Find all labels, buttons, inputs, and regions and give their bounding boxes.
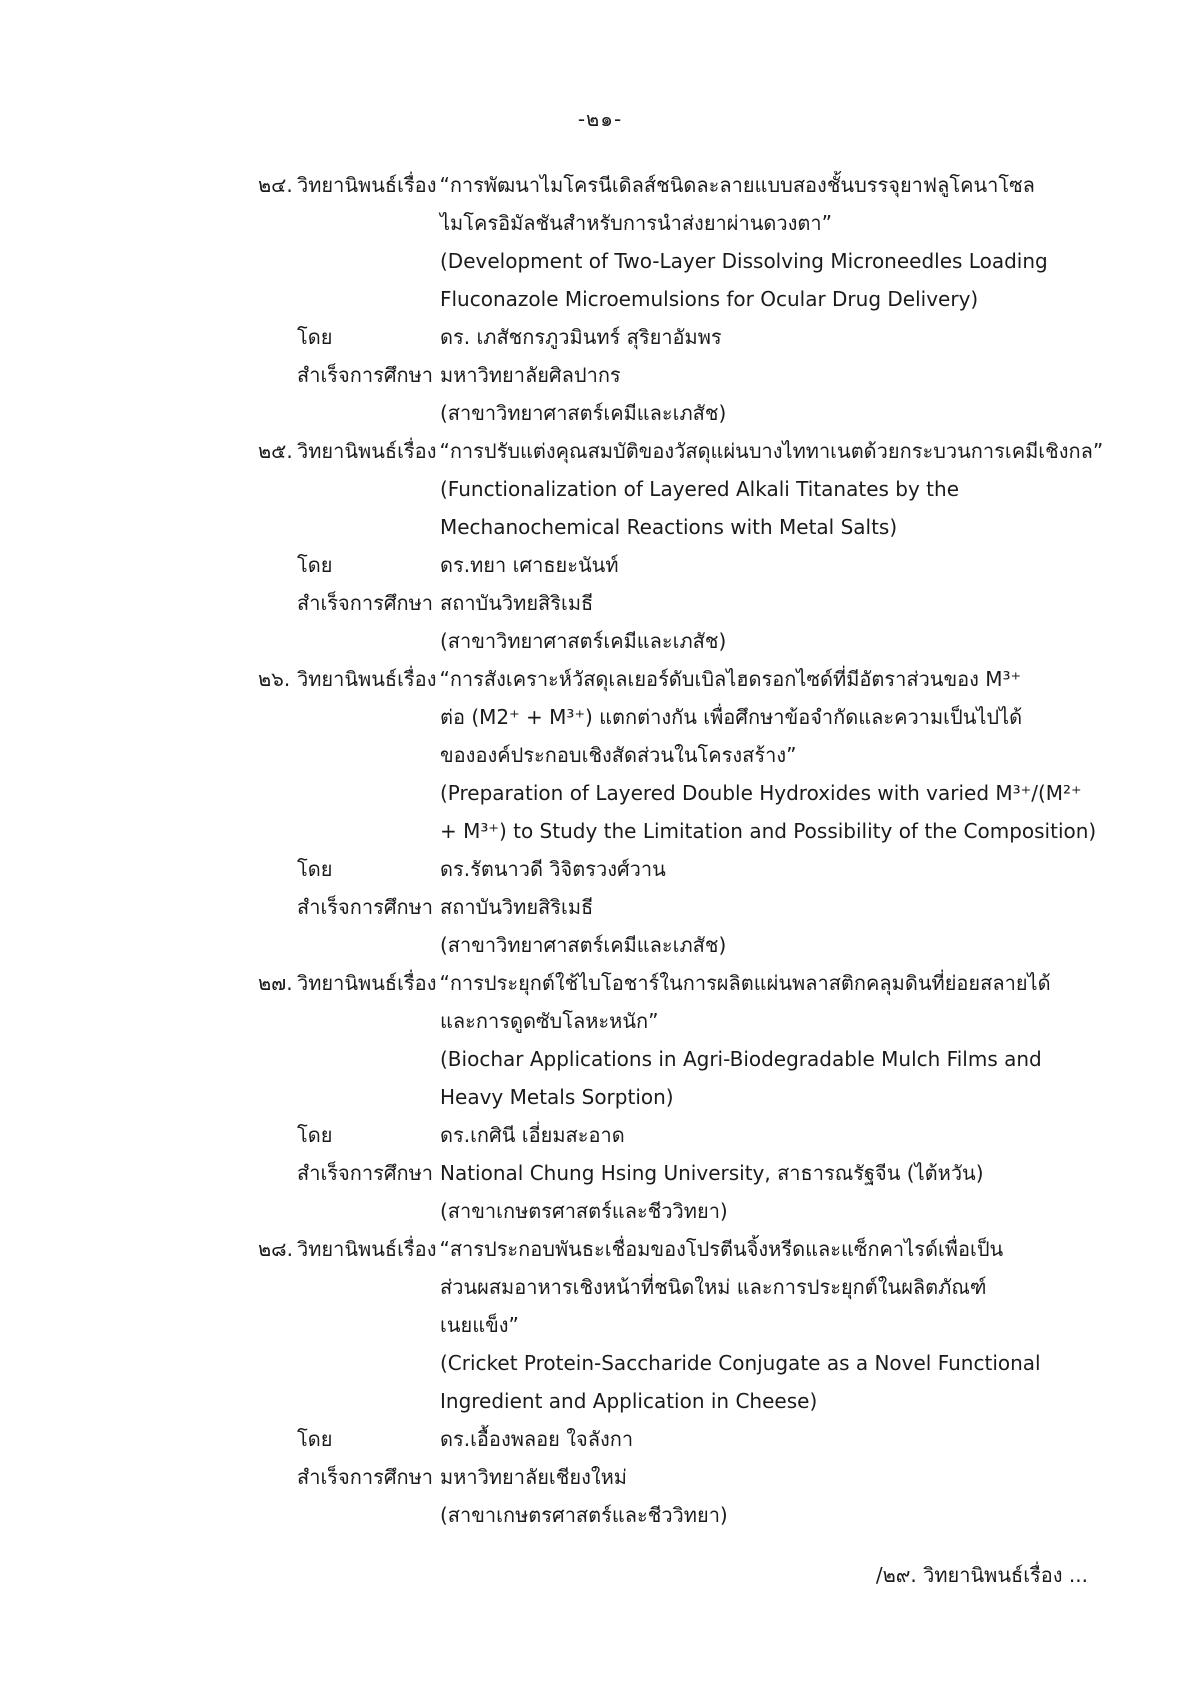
author-name: ดร.เอื้องพลอย ใจลังกา	[440, 1427, 634, 1451]
thesis-list	[258, 166, 1140, 1534]
thesis-title-english-line: Heavy Metals Sorption)	[440, 1085, 674, 1109]
thesis-title-text: “สารประกอบพันธะเชื่อมของโปรตีนจิ้งหรีดและแซ็กคาไรด์เพื่อเป็น	[439, 1237, 1004, 1261]
author-name: ดร. เภสัชกรภูวมินทร์ สุริยาอัมพร	[440, 325, 722, 349]
thesis-entry-24	[258, 166, 1140, 432]
thesis-entry-27	[258, 964, 1140, 1230]
thesis-title-english-line: (Development of Two-Layer Dissolving Microneedles Loading	[440, 249, 1048, 273]
field-of-study: (สาขาวิทยาศาสตร์เคมีและเภสัช)	[440, 401, 727, 425]
field-of-study: (สาขาเกษตรศาสตร์และชีววิทยา)	[440, 1199, 728, 1223]
entry-number: ๒๔.	[258, 173, 293, 197]
thesis-title-english-line: (Functionalization of Layered Alkali Titanates by the	[440, 477, 959, 501]
graduated-label: สำเร็จการศึกษา	[297, 1161, 434, 1185]
field-of-study: (สาขาเกษตรศาสตร์และชีววิทยา)	[440, 1503, 728, 1527]
graduated-label: สำเร็จการศึกษา	[297, 1465, 434, 1489]
thesis-prefix-label: วิทยานิพนธ์เรื่อง	[297, 1237, 437, 1261]
by-label: โดย	[297, 553, 333, 577]
thesis-title-english-line: Ingredient and Application in Cheese)	[440, 1389, 818, 1413]
thesis-title-english-line: (Cricket Protein-Saccharide Conjugate as a Novel Functional	[440, 1351, 1041, 1375]
thesis-title-english-line: Mechanochemical Reactions with Metal Salts)	[440, 515, 898, 539]
entry-number: ๒๕.	[258, 439, 293, 463]
thesis-title-line: ไมโครอิมัลชันสำหรับการนำส่งยาผ่านดวงตา”	[440, 211, 832, 235]
thesis-title-line: ขององค์ประกอบเชิงสัดส่วนในโครงสร้าง”	[440, 743, 797, 767]
by-label: โดย	[297, 857, 333, 881]
author-name: ดร.ทยา เศาธยะนันท์	[440, 553, 619, 577]
graduation-row	[258, 1154, 1140, 1192]
university-name: สถาบันวิทยสิริเมธี	[440, 591, 594, 615]
graduation-row	[258, 584, 1140, 622]
author-row	[258, 318, 1140, 356]
graduated-label: สำเร็จการศึกษา	[297, 591, 434, 615]
thesis-title-line	[258, 660, 1140, 698]
thesis-title-english-line: Fluconazole Microemulsions for Ocular Drug Delivery)	[440, 287, 979, 311]
thesis-title-line: และการดูดซับโลหะหนัก”	[440, 1009, 659, 1033]
continuation-note: /๒๙. วิทยานิพนธ์เรื่อง ...	[875, 1563, 1088, 1587]
thesis-title-english-line: (Biochar Applications in Agri-Biodegradable Mulch Films and	[440, 1047, 1042, 1071]
author-row	[258, 1420, 1140, 1458]
thesis-prefix-label: วิทยานิพนธ์เรื่อง	[297, 173, 437, 197]
field-of-study: (สาขาวิทยาศาสตร์เคมีและเภสัช)	[440, 933, 727, 957]
thesis-title-text: “การประยุกต์ใช้ไบโอชาร์ในการผลิตแผ่นพลาสติกคลุมดินที่ย่อยสลายได้	[439, 971, 1051, 995]
thesis-prefix-label: วิทยานิพนธ์เรื่อง	[297, 667, 437, 691]
thesis-title-text: “การพัฒนาไมโครนีเดิลส์ชนิดละลายแบบสองชั้นบรรจุยาฟลูโคนาโซล	[439, 173, 1035, 197]
thesis-title-text: “การปรับแต่งคุณสมบัติของวัสดุแผ่นบางไททาเนตด้วยกระบวนการเคมีเชิงกล”	[439, 439, 1104, 463]
university-name: มหาวิทยาลัยศิลปากร	[440, 363, 621, 387]
entry-number: ๒๖.	[258, 667, 291, 691]
by-label: โดย	[297, 325, 333, 349]
entry-number: ๒๘.	[258, 1237, 293, 1261]
thesis-title-line	[258, 1230, 1140, 1268]
thesis-title-text: “การสังเคราะห์วัสดุเลเยอร์ดับเบิลไฮดรอกไซด์ที่มีอัตราส่วนของ M³⁺	[439, 667, 1022, 691]
thesis-entry-25	[258, 432, 1140, 660]
author-row	[258, 850, 1140, 888]
graduation-row	[258, 356, 1140, 394]
page-number: -๒๑-	[577, 107, 623, 131]
graduation-row	[258, 888, 1140, 926]
thesis-title-line	[258, 166, 1140, 204]
thesis-entry-26	[258, 660, 1140, 964]
graduated-label: สำเร็จการศึกษา	[297, 363, 434, 387]
author-row	[258, 1116, 1140, 1154]
university-name: มหาวิทยาลัยเชียงใหม่	[440, 1465, 627, 1489]
entry-number: ๒๗.	[258, 971, 293, 995]
thesis-title-line	[258, 964, 1140, 1002]
thesis-title-english-line: (Preparation of Layered Double Hydroxides with varied M³⁺/(M²⁺	[440, 781, 1082, 805]
by-label: โดย	[297, 1427, 333, 1451]
thesis-title-line	[258, 432, 1140, 470]
thesis-title-line: ส่วนผสมอาหารเชิงหน้าที่ชนิดใหม่ และการประยุกต์ในผลิตภัณฑ์	[440, 1275, 987, 1299]
thesis-title-line: เนยแข็ง”	[440, 1313, 519, 1337]
university-name: สถาบันวิทยสิริเมธี	[440, 895, 594, 919]
field-of-study: (สาขาวิทยาศาสตร์เคมีและเภสัช)	[440, 629, 727, 653]
thesis-entry-28	[258, 1230, 1140, 1534]
author-name: ดร.รัตนาวดี วิจิตรวงศ์วาน	[440, 857, 666, 881]
thesis-prefix-label: วิทยานิพนธ์เรื่อง	[297, 971, 437, 995]
graduated-label: สำเร็จการศึกษา	[297, 895, 434, 919]
university-name: National Chung Hsing University, สาธารณรัฐจีน (ไต้หวัน)	[440, 1161, 984, 1185]
thesis-prefix-label: วิทยานิพนธ์เรื่อง	[297, 439, 437, 463]
author-name: ดร.เกศินี เอี่ยมสะอาด	[440, 1123, 625, 1147]
thesis-title-line: ต่อ (M2⁺ + M³⁺) แตกต่างกัน เพื่อศึกษาข้อจำกัดและความเป็นไปได้	[440, 705, 1023, 729]
thesis-title-english-line: + M³⁺) to Study the Limitation and Possibility of the Composition)	[440, 819, 1097, 843]
graduation-row	[258, 1458, 1140, 1496]
author-row	[258, 546, 1140, 584]
by-label: โดย	[297, 1123, 333, 1147]
